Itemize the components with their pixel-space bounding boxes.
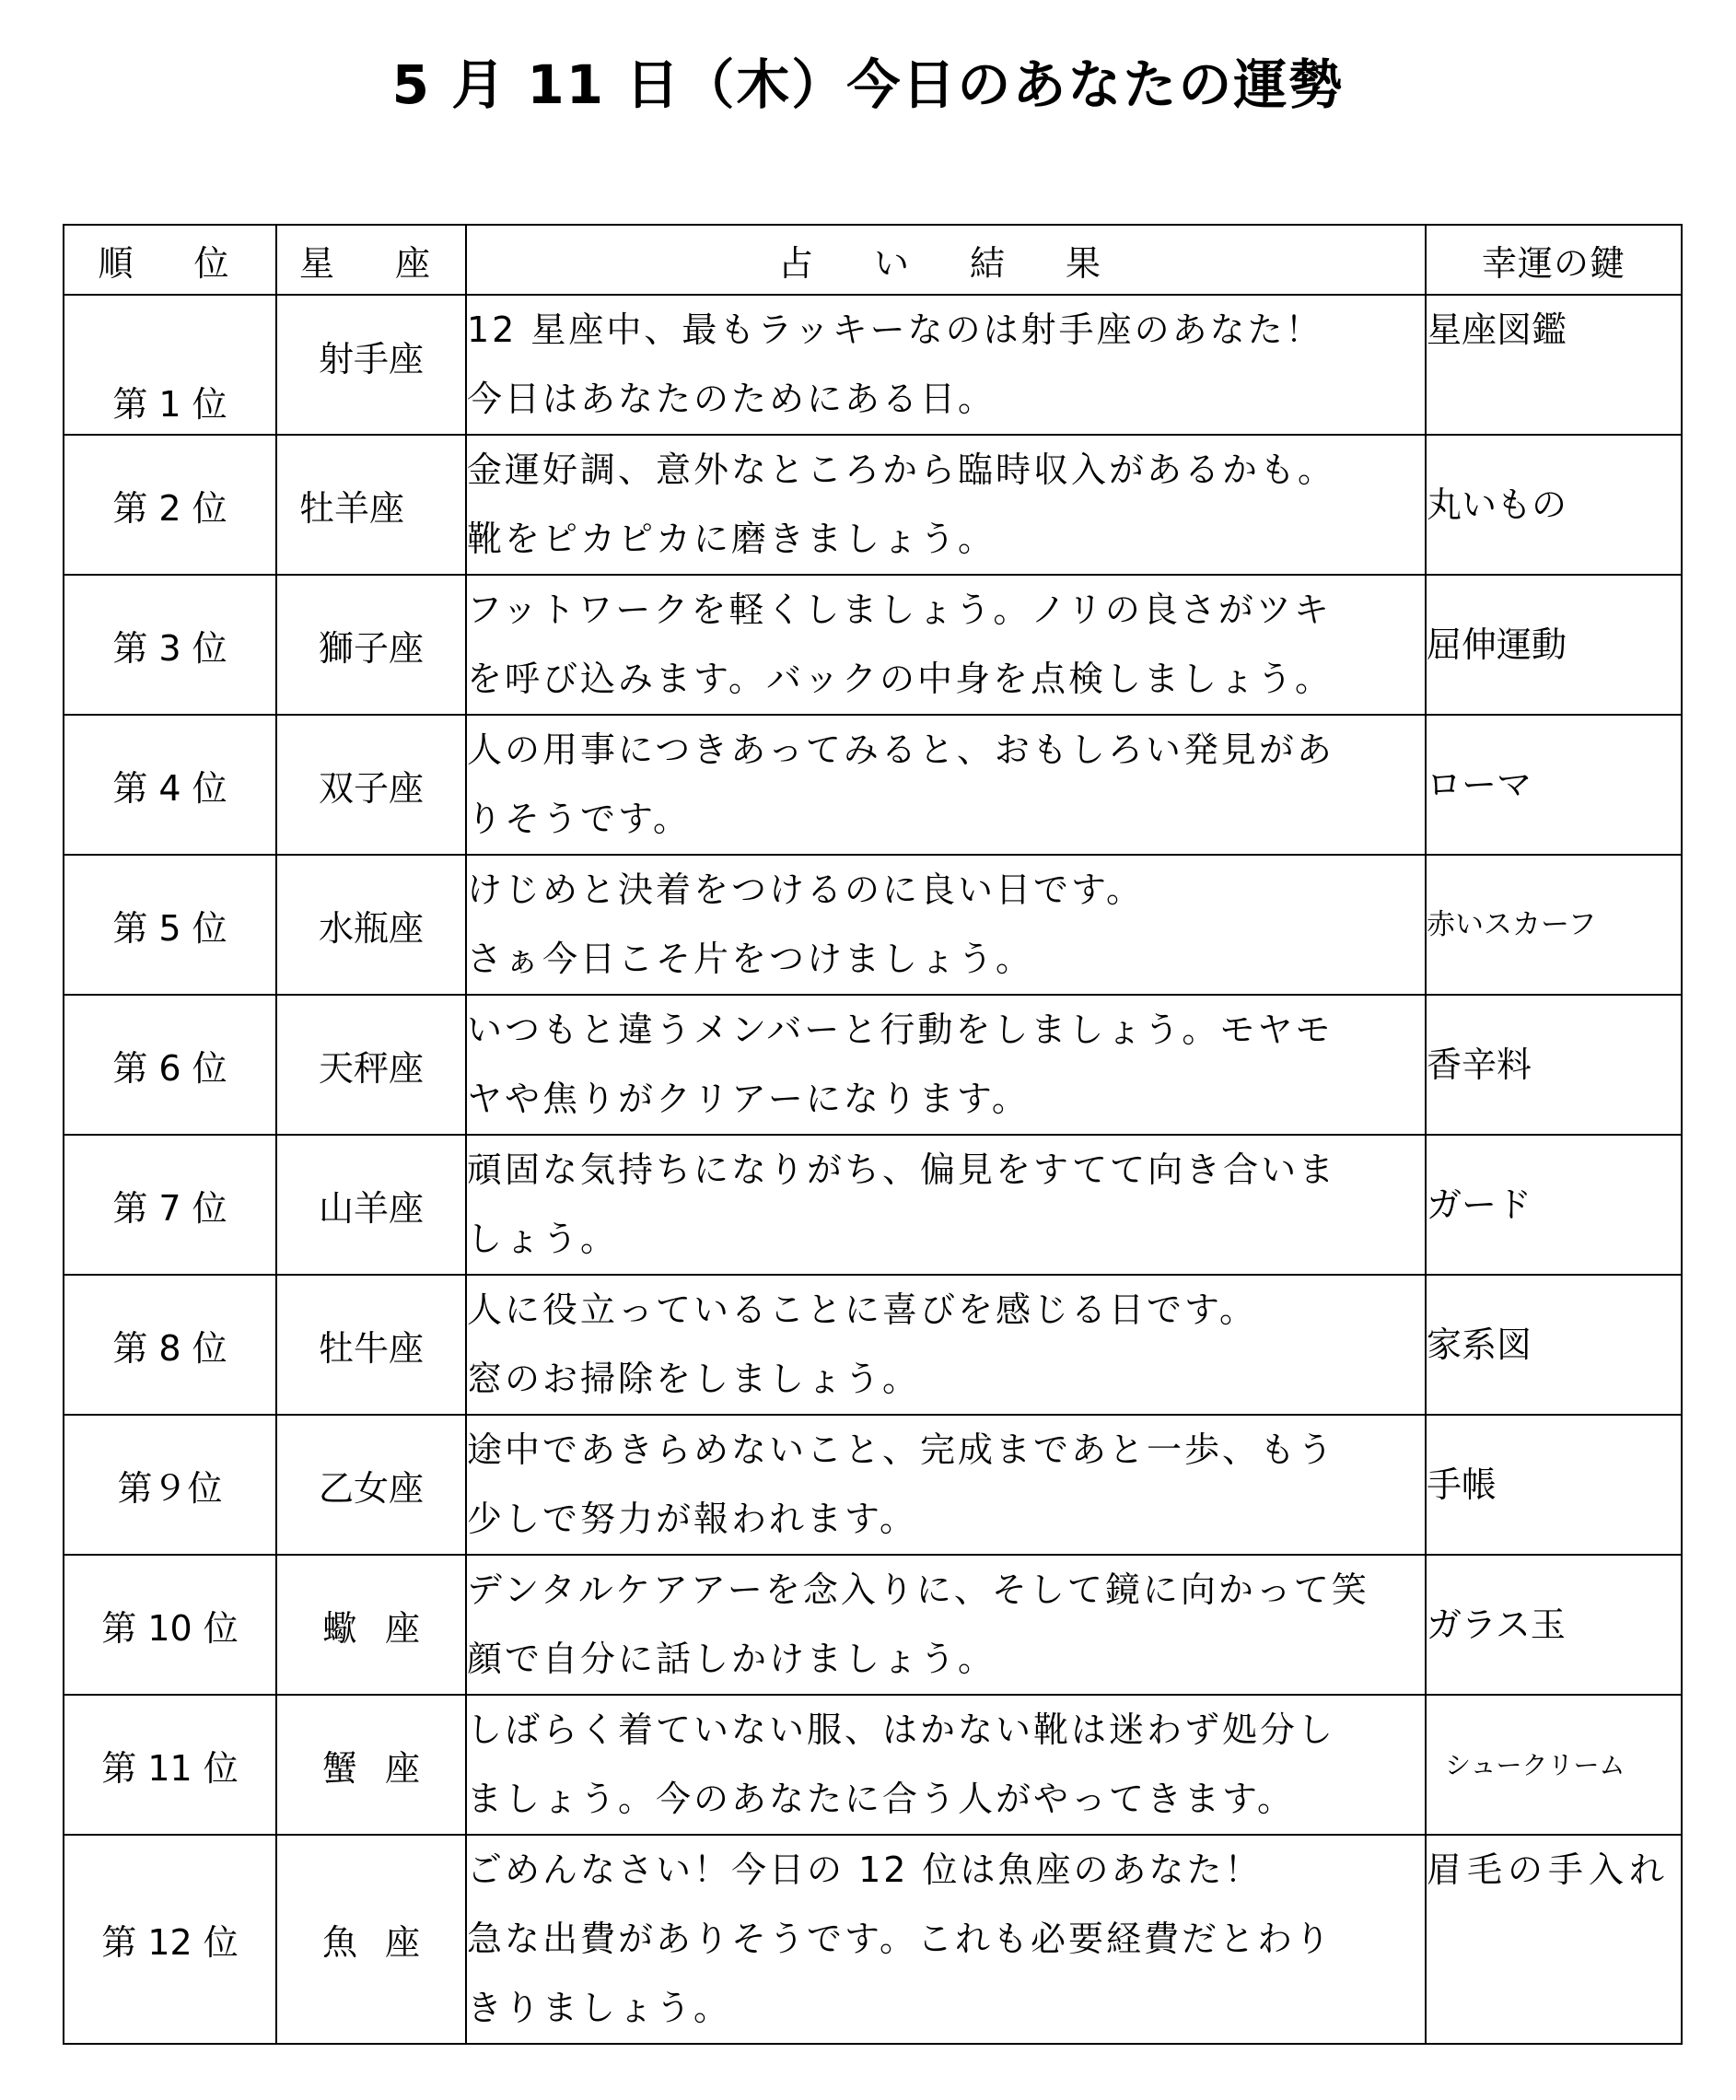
sign-cell: 牡牛座: [276, 1275, 466, 1415]
sign-cell: 双子座: [276, 715, 466, 855]
table-row: [64, 575, 1682, 715]
result-line: フットワークを軽くしましょう。ノリの良さがツキ: [467, 589, 1332, 630]
lucky-key-cell: 香辛料: [1426, 995, 1682, 1135]
result-line: ヤや焦りがクリアーになります。: [467, 1079, 1030, 1119]
rank-cell: 第 1 位: [64, 295, 276, 435]
result-line: 人に役立っていることに喜びを感じる日です。: [467, 1289, 1257, 1330]
rank-cell: 第 4 位: [64, 715, 276, 855]
table-header-row: [64, 225, 1682, 295]
table-row: [64, 1555, 1682, 1695]
sign-cell: 牡羊座: [276, 435, 466, 575]
table-row: [64, 1415, 1682, 1555]
result-line: 顔で自分に話しかけましょう。: [467, 1639, 996, 1679]
result-cell: [466, 1275, 1426, 1415]
table-row: [64, 295, 1682, 435]
result-line: ましょう。今のあなたに合う人がやってきます。: [467, 1779, 1295, 1819]
rank-cell: 第 7 位: [64, 1135, 276, 1275]
result-line: けじめと決着をつけるのに良い日です。: [467, 869, 1144, 910]
result-cell: [466, 1135, 1426, 1275]
rank-cell: 第 10 位: [64, 1555, 276, 1695]
lucky-key-cell: 手帳: [1426, 1415, 1682, 1555]
table-row: [64, 1695, 1682, 1835]
result-line: 途中であきらめないこと、完成まであと一歩、もう: [467, 1429, 1336, 1470]
result-cell: [466, 1555, 1426, 1695]
table-row: [64, 435, 1682, 575]
rank-cell: 第９位: [64, 1415, 276, 1555]
rank-cell: 第 8 位: [64, 1275, 276, 1415]
lucky-key-cell: 家系図: [1426, 1275, 1682, 1415]
result-cell: [466, 295, 1426, 435]
result-line: 窓のお掃除をしましょう。: [467, 1359, 921, 1399]
header-result: 占 い 結 果: [466, 225, 1426, 295]
lucky-key-cell: 丸いもの: [1426, 435, 1682, 575]
result-line: 人の用事につきあってみると、おもしろい発見があ: [467, 729, 1334, 770]
sign-cell: 乙女座: [276, 1415, 466, 1555]
result-line: を呼び込みます。バックの中身を点検しましょう。: [467, 659, 1333, 699]
result-cell: [466, 575, 1426, 715]
table-row: [64, 855, 1682, 995]
result-line: デンタルケアアーを念入りに、そして鏡に向かって笑: [467, 1569, 1369, 1610]
result-line: 頑固な気持ちになりがち、偏見をすてて向き合いま: [467, 1149, 1337, 1190]
table-row: [64, 995, 1682, 1135]
rank-cell: 第 11 位: [64, 1695, 276, 1835]
rank-cell: 第 5 位: [64, 855, 276, 995]
lucky-key-cell: 星座図鑑: [1426, 295, 1682, 435]
result-line: 12 星座中、最もラッキーなのは射手座のあなた！: [467, 309, 1323, 350]
result-cell: [466, 995, 1426, 1135]
header-rank: 順 位: [64, 225, 276, 295]
lucky-key-cell: ガード: [1426, 1135, 1682, 1275]
header-sign: 星 座: [276, 225, 466, 295]
sign-cell: 獅子座: [276, 575, 466, 715]
sign-cell: 射手座: [276, 295, 466, 435]
table-row: [64, 1835, 1682, 2044]
rank-cell: 第 12 位: [64, 1835, 276, 2044]
lucky-key-cell: ガラス玉: [1426, 1555, 1682, 1695]
table-row: [64, 1275, 1682, 1415]
result-line: りそうです。: [467, 799, 691, 839]
lucky-key-cell: 屈伸運動: [1426, 575, 1682, 715]
page-title: 5 月 11 日（木）今日のあなたの運勢: [391, 53, 1345, 116]
result-cell: [466, 1835, 1426, 2044]
result-cell: [466, 1695, 1426, 1835]
result-line: しょう。: [467, 1219, 619, 1259]
result-line: 少しで努力が報われます。: [467, 1499, 917, 1539]
lucky-key-cell: ローマ: [1426, 715, 1682, 855]
table-row: [64, 1135, 1682, 1275]
sign-cell: 天秤座: [276, 995, 466, 1135]
fortune-table: [63, 224, 1683, 2045]
rank-cell: 第 2 位: [64, 435, 276, 575]
result-cell: [466, 855, 1426, 995]
sign-cell: 蟹座: [276, 1695, 466, 1835]
lucky-key-cell: 赤いスカーフ: [1426, 855, 1682, 995]
lucky-key-cell: シュークリーム: [1426, 1695, 1682, 1835]
sign-cell: 魚座: [276, 1835, 466, 2044]
result-line: 急な出費がありそうです。これも必要経費だとわり: [467, 1919, 1333, 1959]
result-line: 今日はあなたのためにある日。: [467, 379, 996, 419]
result-line: 靴をピカピカに磨きましょう。: [467, 519, 996, 559]
result-cell: [466, 715, 1426, 855]
result-line: ごめんなさい！今日の 12 位は魚座のあなた！: [467, 1849, 1263, 1890]
header-lucky-key: 幸運の鍵: [1426, 225, 1682, 295]
result-line: さぁ今日こそ片をつけましょう。: [467, 939, 1034, 979]
rank-cell: 第 3 位: [64, 575, 276, 715]
result-cell: [466, 435, 1426, 575]
sign-cell: 蠍座: [276, 1555, 466, 1695]
table-row: [64, 715, 1682, 855]
result-line: しばらく着ていない服、はかない靴は迷わず処分し: [467, 1709, 1336, 1750]
result-line: きりましょう。: [467, 1988, 732, 2028]
rank-cell: 第 6 位: [64, 995, 276, 1135]
result-line: いつもと違うメンバーと行動をしましょう。モヤモ: [467, 1009, 1334, 1050]
result-line: 金運好調、意外なところから臨時収入があるかも。: [467, 449, 1336, 490]
sign-cell: 水瓶座: [276, 855, 466, 995]
result-cell: [466, 1415, 1426, 1555]
sign-cell: 山羊座: [276, 1135, 466, 1275]
lucky-key-cell: 眉毛の手入れ: [1426, 1835, 1682, 2044]
